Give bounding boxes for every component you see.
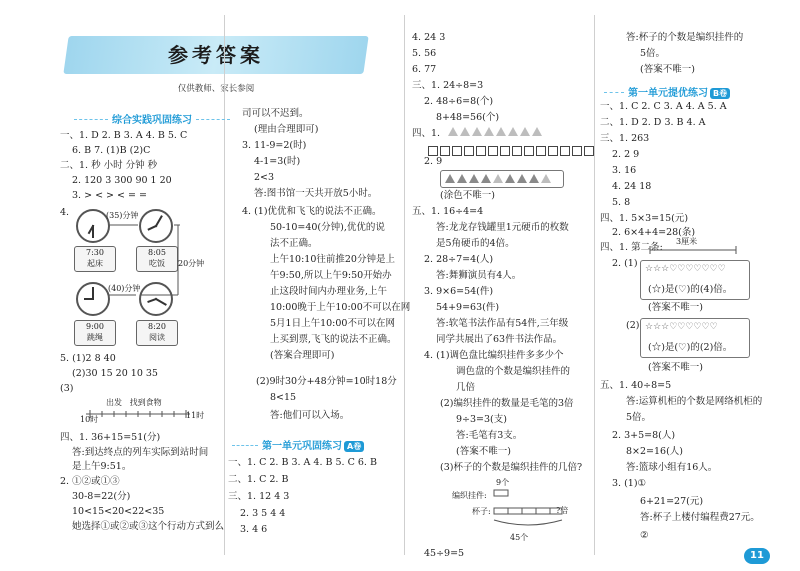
answer-line: 4. 24 3: [412, 32, 446, 43]
answer-line: 午9:50,所以上午9:50开始办: [270, 270, 392, 281]
timeline-start: 10时: [80, 415, 99, 424]
answer-line: 二、1. 秒 小时 分钟 秒: [60, 160, 158, 171]
answer-line: 2. (1): [612, 258, 638, 269]
answer-line: 10<15<20<22<35: [72, 506, 165, 517]
activity-tag: 9:00 跳绳: [74, 320, 116, 346]
answer-line: 3. 16: [612, 165, 637, 176]
answer-line: 10:00晚于上午10:00不可以在网: [270, 302, 411, 313]
diagram-bottom-label: 45个: [510, 533, 529, 542]
ruler-label: 3厘米: [676, 237, 698, 246]
answer-line: 2. ①②或①③: [60, 476, 120, 487]
answer-line: 54+9=63(件): [436, 302, 500, 313]
answer-line: 三、1. 24÷8=3: [412, 80, 484, 91]
shapes-box: ☆☆☆♡♡♡♡♡♡♡: [640, 260, 750, 300]
activity-tag: 8:05 吃饭: [136, 246, 178, 272]
answer-line: 2. 2 9: [612, 149, 640, 160]
answer-line: 她选择①或②或③这个行动方式到么: [72, 521, 225, 532]
shaded-triangles: [440, 170, 564, 188]
diagram-question: ?倍: [556, 506, 569, 515]
answer-line: (☆)是(♡)的(4)倍。: [648, 284, 733, 295]
answer-line: 5倍。: [640, 48, 666, 59]
answer-line: ②: [640, 530, 649, 541]
answer-line: 答:篮球小组有16人。: [626, 462, 718, 473]
section-title: 综合实践巩固练习: [70, 111, 234, 126]
answer-line: 二、1. C 2. B: [228, 474, 289, 485]
answer-line: 答:龙龙存钱罐里1元硬币的枚数: [436, 222, 569, 233]
answer-line: (2)9时30分+48分钟=10时18分: [256, 376, 397, 387]
section-badge: B卷: [710, 88, 730, 99]
answer-line: 45÷9=5: [424, 548, 465, 559]
arrow-path: [100, 215, 180, 310]
answer-line: 答:运算机柜的个数是网络机柜的: [626, 396, 763, 407]
answer-line: 上买到票,飞飞的说法不正确。: [270, 334, 397, 345]
answer-line: 4.: [60, 207, 70, 218]
triangle-row: [448, 127, 544, 139]
answer-line: 3. 9×6=54(件): [424, 286, 494, 297]
bar-diagram: [490, 486, 570, 534]
answer-line: 答:软笔书法作品有54件,三年级: [436, 318, 569, 329]
column-divider: [224, 15, 225, 555]
timeline-ruler: [84, 408, 194, 420]
answer-line: (理由合理即可): [254, 124, 319, 135]
answer-line: 5月1日上午10:00不可以在网: [270, 318, 395, 329]
timeline-label: 出发 找到食物: [106, 398, 162, 407]
answer-line: 2<3: [254, 172, 275, 183]
answer-line: (2): [626, 320, 640, 331]
answer-line: 6. B 7. (1)B (2)C: [72, 145, 151, 156]
answer-line: 3. 11-9=2(时): [242, 140, 307, 151]
answer-line: 2. 120 3 300 90 1 20: [72, 175, 172, 186]
answer-line: 50-10=40(分钟),优优的说: [270, 222, 385, 233]
answer-line: 5. 56: [412, 48, 437, 59]
answer-line: 答:到达终点的列车实际到站时间: [72, 447, 209, 458]
answer-line: (3): [60, 383, 74, 394]
answer-line: 三、1. 12 4 3: [228, 491, 290, 502]
page-number: 11: [744, 548, 770, 564]
answer-line: 答:杯子上楼付编程费27元。: [640, 512, 760, 523]
answer-line: 上午10:10往前推20分钟是上: [270, 254, 395, 265]
answer-line: 2. 48÷6=8(个): [424, 96, 494, 107]
answer-line: 8<15: [270, 392, 297, 403]
answer-line: (3)杯子的个数是编织挂件的几倍?: [440, 462, 583, 473]
diagram-label: 编织挂件:: [452, 491, 487, 500]
answer-line: 2. 9: [424, 156, 443, 167]
answer-line: 30-8=22(分): [72, 491, 131, 502]
answer-line: 同学共展出了63件书法作品。: [436, 334, 563, 345]
answer-line: (答案不唯一): [640, 64, 695, 75]
page-title: 参考答案: [168, 43, 264, 67]
column-divider: [404, 15, 405, 555]
shapes-box: ☆☆☆♡♡♡♡♡♡: [640, 318, 750, 358]
clock-duration-label: (40)分钟: [108, 284, 141, 293]
answer-line: (☆)是(♡)的(2)倍。: [648, 342, 733, 353]
answer-line: (2)编织挂件的数量是毛笔的3倍: [440, 398, 574, 409]
answer-line: 四、1. 36+15=51(分): [60, 432, 161, 443]
answer-line: 四、1. 第二条:: [600, 242, 663, 253]
answer-line: 司可以不迟到。: [242, 108, 309, 119]
answer-line: 5. 8: [612, 197, 631, 208]
answer-line: (答案不唯一): [648, 362, 703, 373]
answer-line: (答案不唯一): [456, 446, 511, 457]
answer-line: 4-1=3(时): [254, 156, 301, 167]
activity-tag: 7:30 起床: [74, 246, 116, 272]
answer-line: 4. (1)优优和飞飞的说法不正确。: [242, 206, 382, 217]
answer-line: 答:他们可以入场。: [270, 410, 350, 421]
answer-line: 2. 3 5 4 4: [240, 508, 286, 519]
answer-line: 是5角硬币的4倍。: [436, 238, 515, 249]
answer-line: 四、1.: [412, 128, 441, 139]
answer-line: 3. > < > < = =: [72, 190, 147, 201]
answer-line: 是上午9:51。: [72, 461, 132, 472]
answer-line: 6+21=27(元): [640, 496, 704, 507]
answer-line: 8×2=16(人): [626, 446, 684, 457]
diagram-label: 杯子:: [472, 507, 491, 516]
answer-line: 三、1. 263: [600, 133, 650, 144]
answer-line: 五、1. 40÷8=5: [600, 380, 672, 391]
answer-line: 4. (1)调色盘比编织挂件多多少个: [424, 350, 564, 361]
answer-line: 3. (1)①: [612, 478, 647, 489]
answer-line: 答:杯子的个数是编织挂件的: [626, 32, 744, 43]
answer-line: 答:图书馆一天共开放5小时。: [254, 188, 378, 199]
answer-line: 止这段时间内办理业务,上午: [270, 286, 388, 297]
answer-line: 几倍: [456, 382, 476, 393]
answer-line: 5倍。: [626, 412, 652, 423]
answer-line: 3. 4 6: [240, 524, 268, 535]
answer-line: 2. 6×4+4=28(条): [612, 227, 696, 238]
answer-line: 5. (1)2 8 40: [60, 353, 116, 364]
ruler-line: [648, 246, 738, 254]
answer-line: 四、1. 5×3=15(元): [600, 213, 689, 224]
answer-line: 4. 24 18: [612, 181, 652, 192]
answer-line: 一、1. C 2. C 3. A 4. A 5. A: [600, 101, 727, 112]
answer-line: 二、1. D 2. D 3. B 4. A: [600, 117, 706, 128]
column-divider: [594, 15, 595, 555]
square-row: [428, 146, 596, 159]
clock-duration-label: 20分钟: [178, 259, 205, 268]
answer-line: 一、1. D 2. B 3. A 4. B 5. C: [60, 130, 188, 141]
answer-line: 答:毛笔有3支。: [456, 430, 523, 441]
answer-line: 8+48=56(个): [436, 112, 500, 123]
answer-line: 9÷3=3(支): [456, 414, 507, 425]
clock-duration-label: (35)分钟: [106, 211, 139, 220]
section-badge: A卷: [344, 441, 364, 452]
section-title: 第一单元巩固练习 A卷: [228, 437, 364, 452]
answer-line: 五、1. 16÷4=4: [412, 206, 484, 217]
answer-line: 2. 28÷7=4(人): [424, 254, 494, 265]
answer-line: 2. 3+5=8(人): [612, 430, 676, 441]
section-title: 第一单元提优练习 B卷: [600, 84, 730, 99]
answer-line: 法不正确。: [270, 238, 318, 249]
activity-tag: 8:20 阅读: [136, 320, 178, 346]
answer-line: 6. 77: [412, 64, 437, 75]
answer-line: 答:舞狮演员有4人。: [436, 270, 522, 281]
page-subtitle: 仅供教师、家长参阅: [177, 84, 255, 94]
diagram-top-label: 9个: [496, 478, 510, 487]
answer-line: 调色盘的个数是编织挂件的: [456, 366, 571, 377]
answer-line: (答案不唯一): [648, 302, 703, 313]
answer-line: (2)30 15 20 10 35: [72, 368, 158, 379]
timeline-end: 11时: [186, 411, 205, 420]
answer-line: (涂色不唯一): [440, 190, 495, 201]
answer-line: 一、1. C 2. B 3. A 4. B 5. C 6. B: [228, 457, 377, 468]
answer-line: (答案合理即可): [270, 350, 335, 361]
